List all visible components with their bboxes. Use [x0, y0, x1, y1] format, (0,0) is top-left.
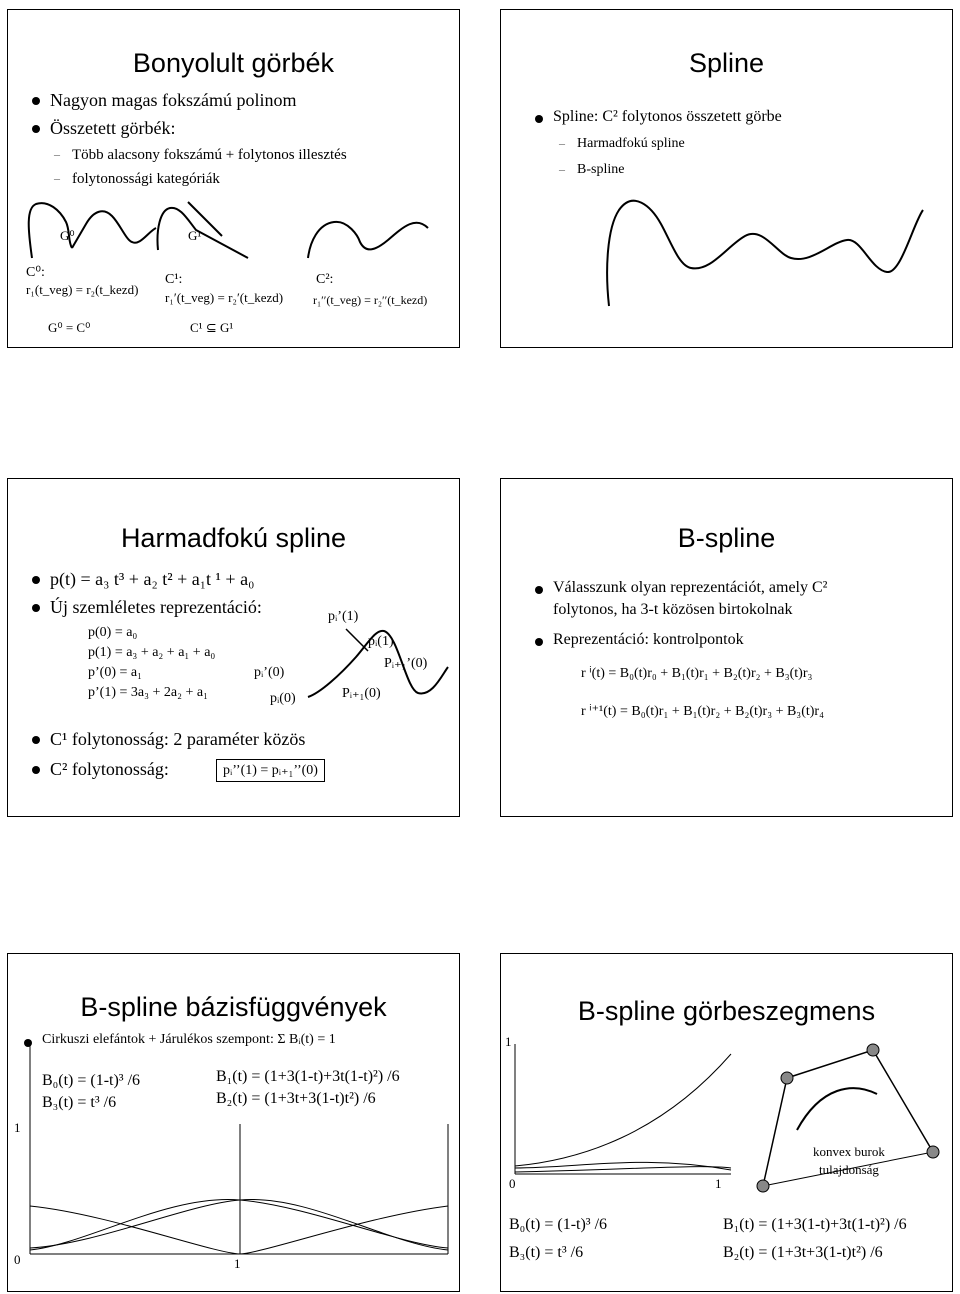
- formula-b3: B₃(t) = t³ /6: [509, 1244, 584, 1261]
- curve-segment-diagram: [501, 954, 952, 1291]
- formula-b3: B₃(t) = t³ /6: [42, 1094, 117, 1111]
- formula-b0: B₀(t) = (1-t)³ /6: [509, 1216, 608, 1233]
- label-pi1-prime-0: Pᵢ₊₁’(0): [384, 656, 428, 671]
- c1-equation: r₁′(t_veg) = r₂′(t_kezd): [165, 290, 284, 305]
- formula-b1: B₁(t) = (1+3(1-t)+3t(1-t)²) /6: [216, 1068, 400, 1085]
- sub-bullet-2: – B-spline: [577, 162, 624, 178]
- x-label-1: 1: [234, 1256, 241, 1271]
- formula-b2: B₂(t) = (1+3t+3(1-t)t²) /6: [216, 1090, 376, 1107]
- label-c2: C²:: [316, 272, 334, 287]
- y-label-1: 1: [14, 1120, 21, 1135]
- eq-dp1: p’(1) = 3a₃ + 2a₂ + a₁: [88, 685, 208, 700]
- slide-title: Spline: [688, 48, 765, 78]
- y-label-1: 1: [505, 1034, 512, 1049]
- bullet-2: Reprezentáció: kontrolpontok: [553, 631, 744, 648]
- formula-b2: B₂(t) = (1+3t+3(1-t)t²) /6: [723, 1244, 883, 1261]
- note-konvex-burok: konvex burok: [813, 1144, 885, 1159]
- slide-b-spline-bazisfuggvenyek: [7, 953, 460, 1292]
- slide-harmadfoku-spline: [7, 478, 460, 817]
- basis-function-plot: [8, 954, 459, 1291]
- bullet-1: Cirkuszi elefántok + Járulékos szempont: Σ Bᵢ(t) = 1: [42, 1032, 336, 1047]
- slide-spline: [500, 9, 953, 348]
- eq-p1: p(1) = a₃ + a₂ + a₁ + a₀: [88, 645, 216, 660]
- label-g0: G⁰: [60, 228, 75, 243]
- c2-condition-box: pᵢ’’(1) = pᵢ₊₁’’(0): [216, 759, 325, 782]
- bullet-3: C¹ folytonosság: 2 paraméter közös: [50, 729, 306, 749]
- label-pi-prime-0: pᵢ’(0): [254, 665, 285, 680]
- c2-equation: r₁′′(t_veg) = r₂′′(t_kezd): [313, 293, 428, 307]
- relation-g0-c0: G⁰ = C⁰: [48, 320, 91, 335]
- label-pi-prime-1: pᵢ’(1): [328, 609, 359, 624]
- bullet-1-cont: folytonos, ha 3-t közösen birtokolnak: [553, 601, 793, 618]
- c0-equation: r₁(t_veg) = r₂(t_kezd): [26, 282, 139, 297]
- label-pi-1: pᵢ(1): [368, 634, 394, 649]
- formula-ri1: r ⁱ⁺¹(t) = B₀(t)r₁ + B₁(t)r₂ + B₂(t)r₃ + B₃(t)r₄: [581, 704, 824, 719]
- label-pi1-0: Pᵢ₊₁(0): [342, 686, 381, 701]
- spline-curve: [501, 10, 952, 347]
- slide-title: Bonyolult görbék: [132, 48, 335, 78]
- label-g1: G¹: [188, 228, 202, 243]
- label-c0: C⁰:: [26, 265, 45, 280]
- slide-b-spline: [500, 478, 953, 817]
- eq-p0: p(0) = a₀: [88, 625, 138, 640]
- relation-c1-g1: C¹ ⊆ G¹: [190, 320, 234, 335]
- bullet-1: Nagyon magas fokszámú polinom: [50, 90, 297, 110]
- sub-bullet-2: – folytonossági kategóriák: [72, 171, 220, 188]
- sub-bullet-1: – Harmadfokú spline: [577, 136, 685, 152]
- bullet-2: Új szemléletes reprezentáció:: [50, 597, 262, 617]
- eq-dp0: p’(0) = a₁: [88, 665, 142, 680]
- slide-title: B-spline bázisfüggvények: [80, 992, 387, 1022]
- slide-b-spline-gorbeszegmens: [500, 953, 953, 1292]
- x-label-0: 0: [509, 1176, 516, 1191]
- bullet-4: C² folytonosság:: [50, 759, 169, 779]
- formula-ri: r ⁱ(t) = B₀(t)r₀ + B₁(t)r₁ + B₂(t)r₂ + B₃(t)r₃: [581, 666, 813, 681]
- x-label-0: 0: [14, 1252, 21, 1267]
- formula-b0: B₀(t) = (1-t)³ /6: [42, 1072, 141, 1089]
- bullet-1: Válasszunk olyan reprezentációt, amely C²: [553, 579, 828, 596]
- slide-title: B-spline görbeszegmens: [577, 996, 876, 1026]
- x-label-1: 1: [715, 1176, 722, 1191]
- formula-b1: B₁(t) = (1+3(1-t)+3t(1-t)²) /6: [723, 1216, 907, 1233]
- bullet-1: p(t) = a₃ t³ + a₂ t² + a₁t ¹ + a₀: [50, 569, 255, 589]
- label-c1: C¹:: [165, 272, 183, 287]
- bullet-2: Összetett görbék:: [50, 118, 176, 138]
- slide-title: Harmadfokú spline: [120, 523, 347, 553]
- slide-bonyolult-gorbek: [7, 9, 460, 348]
- bullet-1: Spline: C² folytonos összetett görbe: [553, 108, 782, 125]
- label-pi-0: pᵢ(0): [270, 691, 296, 706]
- slide-title: B-spline: [677, 523, 776, 553]
- sub-bullet-1: – Több alacsony fokszámú + folytonos illesztés: [72, 147, 347, 164]
- note-tulajdonsag: tulajdonság: [819, 1162, 879, 1177]
